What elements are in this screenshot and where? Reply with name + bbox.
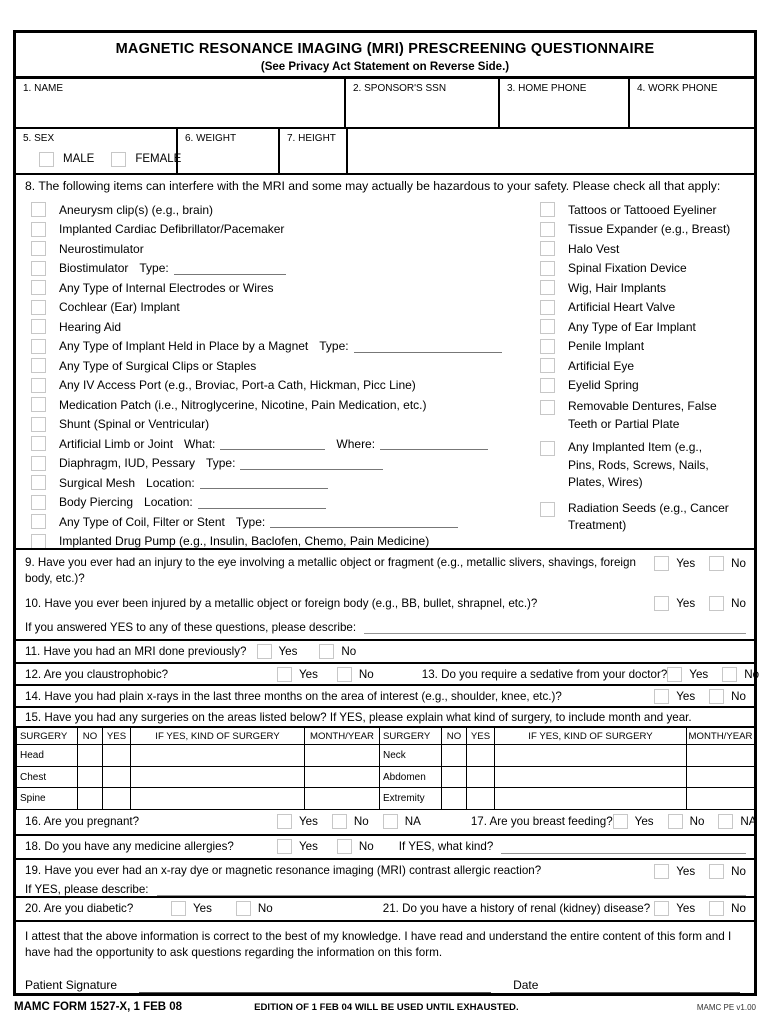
s8-right-9-checkbox[interactable] xyxy=(540,378,555,393)
form-title: MAGNETIC RESONANCE IMAGING (MRI) PRESCREENING QUESTIONNAIRE xyxy=(115,41,655,57)
question-14-row xyxy=(16,684,754,706)
surgery-abdomen-kind-cell[interactable] xyxy=(495,766,687,788)
surgery-chest-kind-cell[interactable] xyxy=(131,766,305,788)
male-label: MALE xyxy=(63,153,95,166)
s8-left-10-checkbox[interactable] xyxy=(31,397,46,412)
surgery-head-label: Head xyxy=(17,745,78,767)
list-item xyxy=(540,337,754,357)
list-item xyxy=(31,356,540,376)
s8-right-1-checkbox[interactable] xyxy=(540,222,555,237)
question-11-text: 11. Have you had an MRI done previously? xyxy=(25,644,247,658)
surgery-neck-yes-cell[interactable] xyxy=(467,745,495,767)
section-8 xyxy=(16,175,754,548)
surgery-neck-no-cell[interactable] xyxy=(442,745,467,767)
section-8-right-column xyxy=(540,200,754,551)
q16-yes-checkbox[interactable] xyxy=(277,814,292,829)
s8-left-5-label: Cochlear (Ear) Implant xyxy=(59,300,180,315)
form-footer xyxy=(0,1001,770,1013)
q10-no-label: No xyxy=(731,596,746,610)
question-20-21-row xyxy=(16,896,754,920)
q16-na-label: NA xyxy=(404,815,421,829)
surgery-spine-no-cell[interactable] xyxy=(78,788,103,810)
sponsor-ssn-field-cell[interactable] xyxy=(346,79,500,129)
list-item xyxy=(31,317,540,337)
q12-no-checkbox[interactable] xyxy=(337,667,352,682)
s8-right-11-label: Any Implanted Item (e.g., Pins, Rods, Screws, Nails, Plates, Wires) xyxy=(568,440,709,490)
q9-no-checkbox[interactable] xyxy=(709,556,724,571)
q16-no-checkbox[interactable] xyxy=(332,814,347,829)
list-item xyxy=(540,317,754,337)
s8-right-12-checkbox[interactable] xyxy=(540,502,555,517)
surgery-chest-no-cell[interactable] xyxy=(78,766,103,788)
s8-right-0-checkbox[interactable] xyxy=(540,202,555,217)
question-13-yes-no xyxy=(667,667,759,682)
q12-no-label: No xyxy=(358,667,374,681)
q17-no-checkbox[interactable] xyxy=(668,814,683,829)
s8-right-6-checkbox[interactable] xyxy=(540,319,555,334)
surgery-abdomen-yes-cell[interactable] xyxy=(467,766,495,788)
s8-left-2-label: Neurostimulator xyxy=(59,241,144,256)
question-17-text: 17. Are you breast feeding? xyxy=(470,815,613,829)
list-item xyxy=(31,200,540,220)
s8-left-10-label: Medication Patch (i.e., Nitroglycerine, Nicotine, Pain Medication, etc.) xyxy=(59,397,427,412)
list-item xyxy=(540,298,754,318)
q14-yes-checkbox[interactable] xyxy=(654,689,669,704)
s8-right-5-checkbox[interactable] xyxy=(540,300,555,315)
col-header-surgery-left: SURGERY xyxy=(17,727,78,745)
q13-no-checkbox[interactable] xyxy=(722,667,737,682)
date-line[interactable] xyxy=(550,979,740,993)
name-field-cell[interactable] xyxy=(16,79,346,129)
q21-yes-checkbox[interactable] xyxy=(654,901,669,916)
q9-yes-label: Yes xyxy=(676,557,696,571)
s8-right-0-label: Tattoos or Tattooed Eyeliner xyxy=(568,202,717,217)
question-18-kind-line[interactable] xyxy=(501,840,746,854)
q17-no-label: No xyxy=(689,815,705,829)
col-header-surgery-right: SURGERY xyxy=(380,727,442,745)
question-15-row xyxy=(16,706,754,726)
s8-left-9-label: Any IV Access Port (e.g., Broviac, Port-a Cath, Hickman, Picc Line) xyxy=(59,378,416,393)
s8-right-6-label: Any Type of Ear Implant xyxy=(568,319,696,334)
list-item xyxy=(31,512,540,532)
s8-left-14-label: Surgical Mesh xyxy=(59,475,136,490)
list-item xyxy=(31,337,540,357)
q17-yes-checkbox[interactable] xyxy=(613,814,628,829)
col-header-yes-right: YES xyxy=(467,727,495,745)
surgery-head-yes-cell[interactable] xyxy=(103,745,131,767)
home-phone-label: 3. HOME PHONE xyxy=(507,82,587,94)
s8-left-7-type-label: Type: xyxy=(319,339,349,354)
surgery-extremity-no-cell[interactable] xyxy=(442,788,467,810)
section-8-left-column xyxy=(31,200,540,551)
q20-yes-label: Yes xyxy=(193,902,212,916)
question-19-describe-label: If YES, please describe: xyxy=(25,882,149,896)
col-header-yes-left: YES xyxy=(103,727,131,745)
s8-left-14-location-label: Location: xyxy=(146,475,195,490)
patient-signature-label: Patient Signature xyxy=(25,977,118,992)
q17-na-checkbox[interactable] xyxy=(718,814,733,829)
weight-label: 6. WEIGHT xyxy=(185,132,237,144)
list-item xyxy=(540,500,754,535)
row2-blank-cell xyxy=(348,129,754,175)
s8-left-14-checkbox[interactable] xyxy=(31,475,46,490)
question-12-text: 12. Are you claustrophobic? xyxy=(25,667,169,681)
q11-no-checkbox[interactable] xyxy=(319,644,334,659)
surgery-head-no-cell[interactable] xyxy=(78,745,103,767)
fields-row-1 xyxy=(16,79,754,129)
s8-left-14-location-line[interactable] xyxy=(200,476,328,489)
signature-row xyxy=(25,977,742,994)
female-checkbox[interactable] xyxy=(111,152,126,167)
list-item xyxy=(540,278,754,298)
s8-left-7-checkbox[interactable] xyxy=(31,339,46,354)
q17-yes-label: Yes xyxy=(634,815,654,829)
question-11-yes-no xyxy=(257,644,357,659)
q16-yes-label: Yes xyxy=(299,815,318,829)
surgery-neck-kind-cell[interactable] xyxy=(495,745,687,767)
s8-left-16-label: Any Type of Coil, Filter or Stent xyxy=(59,514,225,529)
q19-yes-label: Yes xyxy=(676,865,696,879)
question-19-describe-line[interactable] xyxy=(157,882,746,896)
list-item xyxy=(31,415,540,435)
surgery-chest-monthyear-cell[interactable] xyxy=(305,766,380,788)
s8-left-12-what-line[interactable] xyxy=(220,437,325,450)
s8-left-15-label: Body Piercing xyxy=(59,495,134,510)
s8-left-8-checkbox[interactable] xyxy=(31,358,46,373)
s8-left-12-where-line[interactable] xyxy=(380,437,488,450)
s8-left-15-location-label: Location: xyxy=(144,495,193,510)
s8-right-7-label: Penile Implant xyxy=(568,339,645,354)
list-item xyxy=(31,298,540,318)
female-label: FEMALE xyxy=(135,153,182,166)
q19-yes-checkbox[interactable] xyxy=(654,864,669,879)
q20-no-label: No xyxy=(257,902,273,916)
surgery-neck-monthyear-cell[interactable] xyxy=(687,745,755,767)
list-item xyxy=(540,398,754,433)
s8-left-12-checkbox[interactable] xyxy=(31,436,46,451)
height-field-cell[interactable] xyxy=(280,129,348,175)
s8-left-1-checkbox[interactable] xyxy=(31,222,46,237)
question-13-text: 13. Do you require a sedative from your doctor? xyxy=(421,667,668,681)
table-row xyxy=(17,788,755,810)
question-19-row xyxy=(16,858,754,896)
q9-no-label: No xyxy=(731,557,746,571)
q18-no-checkbox[interactable] xyxy=(337,839,352,854)
question-9-text: 9. Have you ever had an injury to the eye involving a metallic object or fragment (e.g., metallic slivers, shavings, foreign body, etc.)? xyxy=(25,556,636,586)
question-18-kind-label: If YES, what kind? xyxy=(398,840,494,854)
s8-left-0-label: Aneurysm clip(s) (e.g., brain) xyxy=(59,202,214,217)
question-12-13-row xyxy=(16,662,760,685)
s8-left-7-type-line[interactable] xyxy=(354,340,502,353)
list-item xyxy=(540,259,754,279)
surgery-abdomen-no-cell[interactable] xyxy=(442,766,467,788)
q18-yes-label: Yes xyxy=(299,840,318,854)
s8-right-7-checkbox[interactable] xyxy=(540,339,555,354)
s8-left-13-type-line[interactable] xyxy=(240,457,383,470)
surgery-table xyxy=(16,726,755,810)
work-phone-field-cell[interactable] xyxy=(630,79,754,129)
s8-left-13-checkbox[interactable] xyxy=(31,456,46,471)
list-item xyxy=(31,454,540,474)
s8-right-11-checkbox[interactable] xyxy=(540,441,555,456)
s8-right-9-label: Eyelid Spring xyxy=(568,378,639,393)
q21-yes-label: Yes xyxy=(676,902,696,916)
question-16-text: 16. Are you pregnant? xyxy=(25,815,140,829)
edition-note: EDITION OF 1 FEB 04 WILL BE USED UNTIL EXHAUSTED. xyxy=(254,1002,519,1013)
surgery-extremity-monthyear-cell[interactable] xyxy=(687,788,755,810)
col-header-monthyear-left: MONTH/YEAR xyxy=(305,727,380,745)
question-10-text: 10. Have you ever been injured by a metallic object or foreign body (e.g., BB, bullet, shrapnel, etc.)? xyxy=(25,596,538,610)
attestation-text: I attest that the above information is correct to the best of my knowledge. I have read and understand the entire content of this form and I have had the opportunity to ask questions regarding the information on this form. xyxy=(25,929,732,959)
form-number: MAMC FORM 1527-X, 1 FEB 08 xyxy=(14,1001,183,1013)
question-10-describe-label: If you answered YES to any of these questions, please describe: xyxy=(25,620,357,634)
q18-yes-checkbox[interactable] xyxy=(277,839,292,854)
s8-left-3-label: Biostimulator xyxy=(59,261,129,276)
s8-left-7-label: Any Type of Implant Held in Place by a Magnet xyxy=(59,339,309,354)
s8-left-3-checkbox[interactable] xyxy=(31,261,46,276)
question-10-row xyxy=(16,592,754,616)
q21-no-label: No xyxy=(731,902,746,916)
form-header xyxy=(16,33,754,79)
s8-left-17-checkbox[interactable] xyxy=(31,534,46,549)
surgery-spine-kind-cell[interactable] xyxy=(131,788,305,810)
question-9-row xyxy=(16,548,754,591)
list-item xyxy=(31,376,540,396)
s8-left-9-checkbox[interactable] xyxy=(31,378,46,393)
question-12-yes-no xyxy=(277,667,374,682)
question-16-yes-no-na xyxy=(277,814,421,829)
surgery-abdomen-monthyear-cell[interactable] xyxy=(687,766,755,788)
version-note: MAMC PE v1.00 xyxy=(696,1003,756,1012)
q14-yes-label: Yes xyxy=(676,689,696,703)
attestation-section xyxy=(16,920,754,994)
section-8-intro: 8. The following items can interfere with the MRI and some may actually be hazardous to your safety. Please check all that apply: xyxy=(25,179,721,194)
q16-na-checkbox[interactable] xyxy=(383,814,398,829)
q13-no-label: No xyxy=(744,667,760,681)
s8-right-3-label: Spinal Fixation Device xyxy=(568,261,687,276)
q10-yes-label: Yes xyxy=(676,596,696,610)
q20-yes-checkbox[interactable] xyxy=(171,901,186,916)
q20-no-checkbox[interactable] xyxy=(236,901,251,916)
question-10-yes-no xyxy=(654,596,746,611)
list-item xyxy=(31,434,540,454)
s8-left-6-label: Hearing Aid xyxy=(59,319,122,334)
question-9-yes-no xyxy=(654,555,746,571)
surgery-spine-label: Spine xyxy=(17,788,78,810)
question-16-17-row xyxy=(16,810,757,834)
work-phone-label: 4. WORK PHONE xyxy=(637,82,718,94)
q11-yes-checkbox[interactable] xyxy=(257,644,272,659)
patient-signature-line[interactable] xyxy=(139,979,491,993)
s8-right-4-checkbox[interactable] xyxy=(540,280,555,295)
s8-left-11-checkbox[interactable] xyxy=(31,417,46,432)
q10-no-checkbox[interactable] xyxy=(709,596,724,611)
sponsor-ssn-label: 2. SPONSOR'S SSN xyxy=(353,82,447,94)
q13-yes-checkbox[interactable] xyxy=(667,667,682,682)
fields-row-2 xyxy=(16,129,754,175)
question-19-yes-no xyxy=(654,864,746,879)
height-label: 7. HEIGHT xyxy=(287,132,336,144)
list-item xyxy=(540,439,754,492)
s8-left-12-what-label: What: xyxy=(184,436,216,451)
s8-left-2-checkbox[interactable] xyxy=(31,241,46,256)
list-item xyxy=(31,395,540,415)
question-15-text: 15. Have you had any surgeries on the areas listed below? If YES, please explain what kind of surgery, to include month and year. xyxy=(25,710,692,724)
sex-options xyxy=(23,152,182,167)
s8-left-4-checkbox[interactable] xyxy=(31,280,46,295)
s8-left-6-checkbox[interactable] xyxy=(31,319,46,334)
date-label: Date xyxy=(513,977,539,992)
question-14-text: 14. Have you had plain x-rays in the last three months on the area of interest (e.g., shoulder, knee, etc.)? xyxy=(25,689,562,703)
q9-yes-checkbox[interactable] xyxy=(654,556,669,571)
surgery-chest-label: Chest xyxy=(17,766,78,788)
male-checkbox[interactable] xyxy=(39,152,54,167)
s8-right-2-checkbox[interactable] xyxy=(540,241,555,256)
q11-no-label: No xyxy=(341,644,357,658)
q18-no-label: No xyxy=(358,840,374,854)
surgery-extremity-kind-cell[interactable] xyxy=(495,788,687,810)
list-item xyxy=(540,376,754,396)
list-item xyxy=(540,200,754,220)
s8-left-15-location-line[interactable] xyxy=(198,496,326,509)
s8-left-1-label: Implanted Cardiac Defibrillator/Pacemaker xyxy=(59,222,285,237)
s8-right-8-label: Artificial Eye xyxy=(568,358,635,373)
q14-no-label: No xyxy=(731,689,746,703)
question-18-row xyxy=(16,834,754,859)
s8-right-8-checkbox[interactable] xyxy=(540,358,555,373)
col-header-kind-right: IF YES, KIND OF SURGERY xyxy=(495,727,687,745)
list-item xyxy=(31,493,540,513)
form-page xyxy=(13,30,760,996)
list-item xyxy=(540,220,754,240)
q21-no-checkbox[interactable] xyxy=(709,901,724,916)
surgery-spine-monthyear-cell[interactable] xyxy=(305,788,380,810)
list-item xyxy=(540,356,754,376)
question-17-yes-no-na xyxy=(613,814,757,829)
col-header-kind-left: IF YES, KIND OF SURGERY xyxy=(131,727,305,745)
s8-left-12-where-label: Where: xyxy=(336,436,376,451)
table-row xyxy=(17,766,755,788)
form-subtitle: (See Privacy Act Statement on Reverse Side.) xyxy=(260,61,510,73)
question-10-describe-line[interactable] xyxy=(364,620,746,634)
sex-field-cell xyxy=(16,129,182,175)
s8-right-12-label: Radiation Seeds (e.g., Cancer Treatment) xyxy=(568,500,729,533)
question-11-row xyxy=(16,639,754,662)
question-10-describe-row xyxy=(16,615,754,639)
home-phone-field-cell[interactable] xyxy=(500,79,630,129)
s8-left-5-checkbox[interactable] xyxy=(31,300,46,315)
s8-left-16-checkbox[interactable] xyxy=(31,514,46,529)
q19-no-label: No xyxy=(731,865,746,879)
q16-no-label: No xyxy=(353,815,369,829)
s8-right-5-label: Artificial Heart Valve xyxy=(568,300,676,315)
list-item xyxy=(31,259,540,279)
table-row xyxy=(17,745,755,767)
col-header-monthyear-right: MONTH/YEAR xyxy=(687,727,755,745)
q12-yes-label: Yes xyxy=(299,667,318,681)
surgery-head-monthyear-cell[interactable] xyxy=(305,745,380,767)
q10-yes-checkbox[interactable] xyxy=(654,596,669,611)
weight-field-cell[interactable] xyxy=(178,129,280,175)
surgery-extremity-yes-cell[interactable] xyxy=(467,788,495,810)
list-item xyxy=(31,473,540,493)
question-18-text: 18. Do you have any medicine allergies? xyxy=(25,840,234,854)
list-item xyxy=(540,239,754,259)
s8-left-12-label: Artificial Limb or Joint xyxy=(59,436,174,451)
surgery-head-kind-cell[interactable] xyxy=(131,745,305,767)
s8-left-3-type-label: Type: xyxy=(139,261,169,276)
s8-left-15-checkbox[interactable] xyxy=(31,495,46,510)
name-label: 1. NAME xyxy=(23,82,64,94)
s8-left-13-type-label: Type: xyxy=(206,456,236,471)
s8-left-13-label: Diaphragm, IUD, Pessary xyxy=(59,456,196,471)
s8-right-1-label: Tissue Expander (e.g., Breast) xyxy=(568,222,731,237)
q12-yes-checkbox[interactable] xyxy=(277,667,292,682)
q19-no-checkbox[interactable] xyxy=(709,864,724,879)
surgery-extremity-label: Extremity xyxy=(380,788,442,810)
surgery-spine-yes-cell[interactable] xyxy=(103,788,131,810)
question-21-yes-no xyxy=(654,901,746,916)
question-21-text: 21. Do you have a history of renal (kidney) disease? xyxy=(382,902,651,916)
list-item xyxy=(31,239,540,259)
question-18-yes-no xyxy=(277,839,374,854)
q11-yes-label: Yes xyxy=(278,644,298,658)
s8-right-4-label: Wig, Hair Implants xyxy=(568,280,667,295)
col-header-no-left: NO xyxy=(78,727,103,745)
question-19-text: 19. Have you ever had an x-ray dye or magnetic resonance imaging (MRI) contrast allergic reaction? xyxy=(25,864,542,878)
s8-right-3-checkbox[interactable] xyxy=(540,261,555,276)
s8-left-3-type-line[interactable] xyxy=(174,262,286,275)
s8-left-0-checkbox[interactable] xyxy=(31,202,46,217)
list-item xyxy=(31,220,540,240)
q14-no-checkbox[interactable] xyxy=(709,689,724,704)
sex-label: 5. SEX xyxy=(23,132,55,144)
question-20-yes-no xyxy=(171,901,273,916)
question-20-text: 20. Are you diabetic? xyxy=(25,902,134,916)
s8-right-2-label: Halo Vest xyxy=(568,241,620,256)
s8-left-16-type-label: Type: xyxy=(235,514,266,529)
col-header-no-right: NO xyxy=(442,727,467,745)
s8-left-11-label: Shunt (Spinal or Ventricular) xyxy=(59,417,210,432)
s8-left-8-label: Any Type of Surgical Clips or Staples xyxy=(59,358,257,373)
surgery-chest-yes-cell[interactable] xyxy=(103,766,131,788)
surgery-abdomen-label: Abdomen xyxy=(380,766,442,788)
list-item xyxy=(31,278,540,298)
surgery-table-header-row xyxy=(17,727,755,745)
q17-na-label: NA xyxy=(740,815,757,829)
s8-left-4-label: Any Type of Internal Electrodes or Wires xyxy=(59,280,274,295)
s8-right-10-checkbox[interactable] xyxy=(540,400,555,415)
question-14-yes-no xyxy=(654,689,746,704)
q13-yes-label: Yes xyxy=(689,667,709,681)
s8-left-16-type-line[interactable] xyxy=(270,515,458,528)
s8-left-17-label: Implanted Drug Pump (e.g., Insulin, Baclofen, Chemo, Pain Medicine) xyxy=(59,534,430,549)
s8-right-10-label: Removable Dentures, False Teeth or Partial Plate xyxy=(568,399,717,431)
surgery-neck-label: Neck xyxy=(380,745,442,767)
